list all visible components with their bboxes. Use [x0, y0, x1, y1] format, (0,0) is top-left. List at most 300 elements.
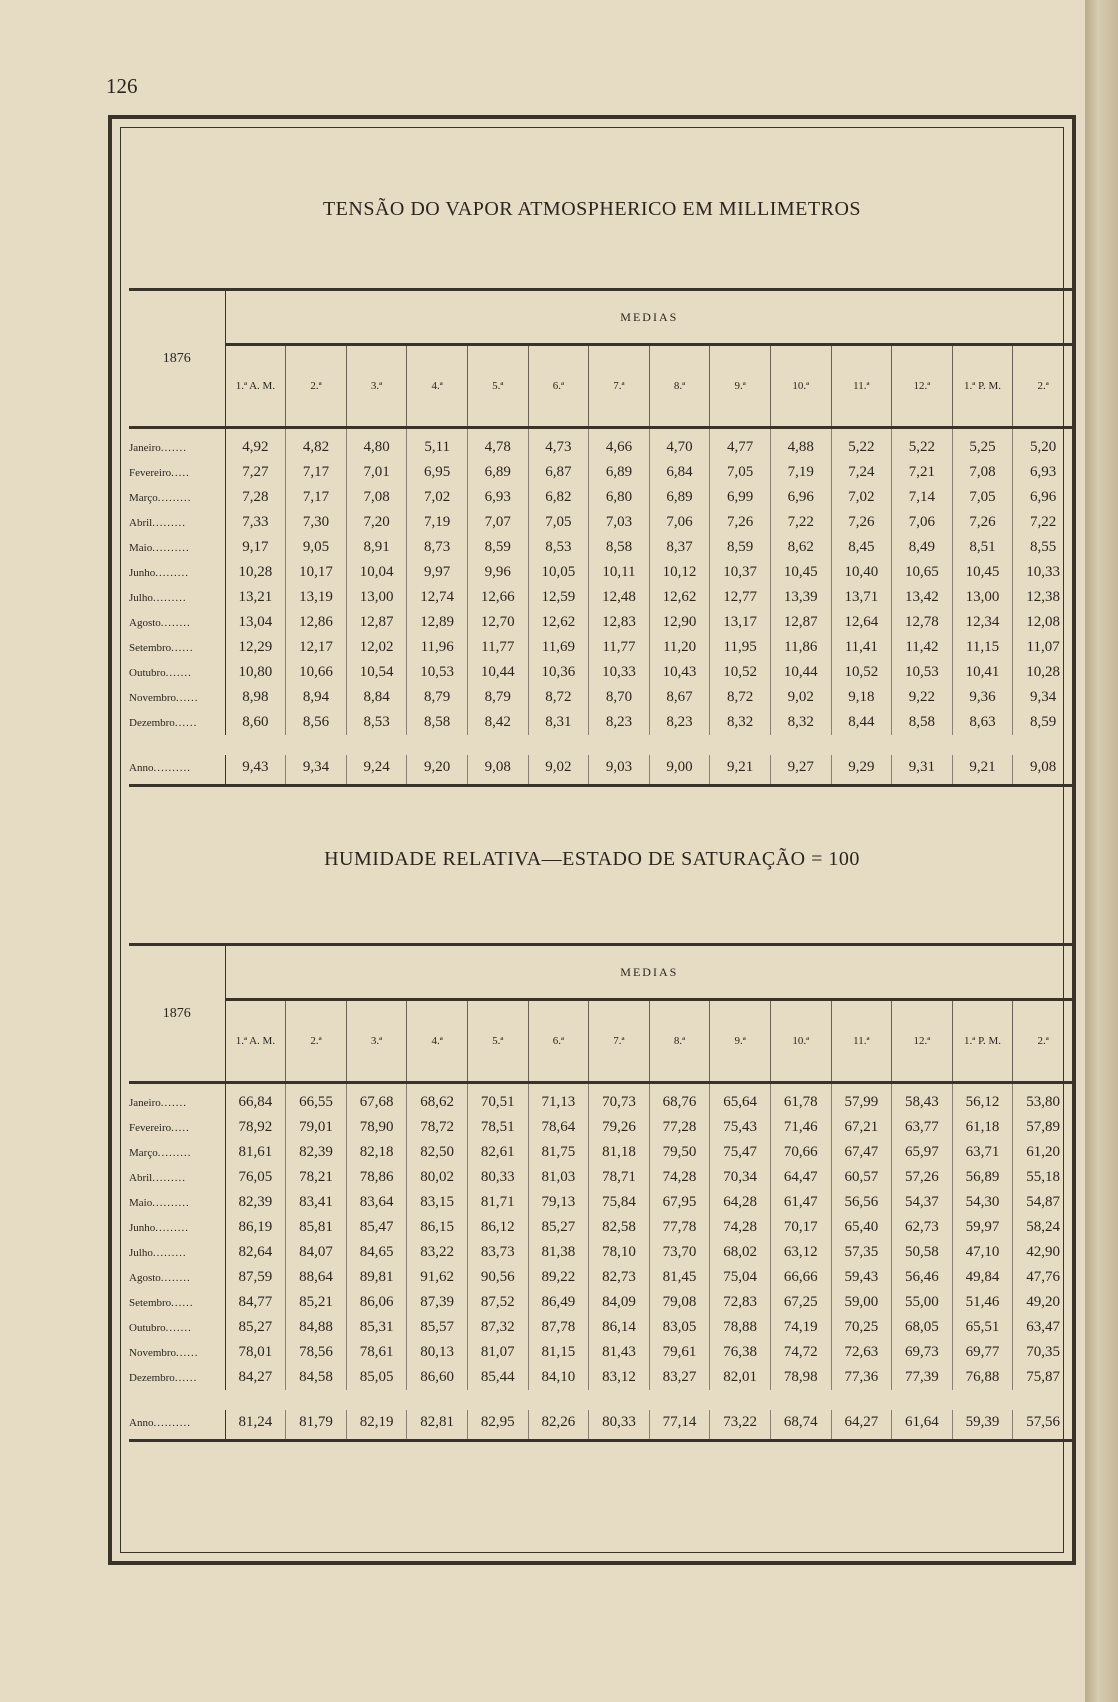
table-cell: 8,79 — [407, 685, 468, 710]
table-cell: 6,80 — [589, 485, 650, 510]
table-cell: 65,97 — [892, 1140, 953, 1165]
table-cell: 76,38 — [710, 1340, 771, 1365]
table-cell: 4,77 — [710, 428, 771, 461]
table-cell: 56,12 — [952, 1083, 1013, 1116]
table-cell: 78,90 — [346, 1115, 407, 1140]
table-cell: 10,36 — [528, 660, 589, 685]
table-cell: 12,83 — [589, 610, 650, 635]
month-name: Dezembro — [129, 1371, 175, 1384]
table-cell: 68,62 — [407, 1083, 468, 1116]
table-cell: 79,13 — [528, 1190, 589, 1215]
header-row — [129, 290, 1073, 345]
annual-cell: 59,39 — [952, 1410, 1013, 1441]
month-name: Setembro — [129, 641, 172, 654]
table-cell: 72,63 — [831, 1340, 892, 1365]
table-cell: 67,95 — [649, 1190, 710, 1215]
table-cell: 7,22 — [770, 510, 831, 535]
annual-cell: 82,19 — [346, 1410, 407, 1441]
table-cell: 6,84 — [649, 460, 710, 485]
annual-cell: 9,27 — [770, 755, 831, 786]
table-row — [129, 460, 1073, 485]
month-label — [129, 585, 225, 610]
table-cell: 7,02 — [407, 485, 468, 510]
month-label — [129, 1083, 225, 1116]
month-label — [129, 610, 225, 635]
leader-dots: ...... — [171, 641, 194, 654]
month-name: Fevereiro — [129, 1121, 172, 1134]
leader-dots: ........ — [160, 616, 191, 629]
table-cell: 10,52 — [831, 660, 892, 685]
table-cell: 9,97 — [407, 560, 468, 585]
table-cell: 55,00 — [892, 1290, 953, 1315]
table-row — [129, 485, 1073, 510]
annual-cell: 9,08 — [467, 755, 528, 786]
table-cell: 10,11 — [589, 560, 650, 585]
table-cell: 88,64 — [286, 1265, 347, 1290]
table-cell: 85,27 — [225, 1315, 286, 1340]
table-cell: 10,45 — [952, 560, 1013, 585]
table-cell: 82,50 — [407, 1140, 468, 1165]
table-cell: 70,66 — [770, 1140, 831, 1165]
table-cell: 12,70 — [467, 610, 528, 635]
table-cell: 5,22 — [892, 428, 953, 461]
month-label — [129, 1115, 225, 1140]
month-name: Abril — [129, 1171, 153, 1184]
annual-name: Anno — [129, 1416, 154, 1429]
leader-dots: ......... — [155, 1221, 190, 1234]
table-cell: 58,43 — [892, 1083, 953, 1116]
leader-dots: ...... — [176, 691, 199, 704]
page-edge — [1085, 0, 1118, 1702]
annual-cell: 9,00 — [649, 755, 710, 786]
table-cell: 86,60 — [407, 1365, 468, 1390]
table-cell: 8,94 — [286, 685, 347, 710]
table-cell: 8,53 — [528, 535, 589, 560]
table-cell: 75,47 — [710, 1140, 771, 1165]
table-cell: 7,24 — [831, 460, 892, 485]
leader-dots: ....... — [165, 1321, 192, 1334]
table-cell: 8,45 — [831, 535, 892, 560]
column-header-row — [129, 1000, 1073, 1083]
table-cell: 63,71 — [952, 1140, 1013, 1165]
table-cell: 85,21 — [286, 1290, 347, 1315]
table-cell: 12,62 — [649, 585, 710, 610]
table-cell: 79,08 — [649, 1290, 710, 1315]
table-cell: 8,32 — [710, 710, 771, 735]
table-cell: 12,48 — [589, 585, 650, 610]
table-cell: 67,25 — [770, 1290, 831, 1315]
month-name: Setembro — [129, 1296, 172, 1309]
table-cell: 8,67 — [649, 685, 710, 710]
table-cell: 8,51 — [952, 535, 1013, 560]
table-cell: 10,05 — [528, 560, 589, 585]
table-cell: 56,46 — [892, 1265, 953, 1290]
leader-dots: ...... — [174, 1371, 198, 1384]
annual-cell: 9,29 — [831, 755, 892, 786]
table-cell: 57,26 — [892, 1165, 953, 1190]
table-cell: 6,89 — [467, 460, 528, 485]
table-cell: 12,87 — [770, 610, 831, 635]
hour-column-header: 1.ª A. M. — [225, 1000, 286, 1083]
month-name: Novembro — [129, 1346, 177, 1359]
table-cell: 83,73 — [467, 1240, 528, 1265]
table-cell: 7,17 — [286, 460, 347, 485]
table-cell: 13,71 — [831, 585, 892, 610]
table-cell: 87,39 — [407, 1290, 468, 1315]
month-name: Fevereiro — [129, 466, 172, 479]
month-name: Outubro — [129, 666, 166, 679]
table-cell: 12,66 — [467, 585, 528, 610]
leader-dots: .......... — [153, 1416, 191, 1429]
table-cell: 75,84 — [589, 1190, 650, 1215]
table-cell: 69,77 — [952, 1340, 1013, 1365]
table-cell: 11,96 — [407, 635, 468, 660]
table-cell: 61,20 — [1026, 1144, 1061, 1160]
month-label — [129, 685, 225, 710]
table-cell: 7,19 — [407, 510, 468, 535]
table-cell: 12,90 — [649, 610, 710, 635]
table-cell: 84,65 — [346, 1240, 407, 1265]
month-name: Março — [129, 491, 158, 504]
table-cell: 64,47 — [770, 1165, 831, 1190]
table-cell: 77,39 — [892, 1365, 953, 1390]
month-name: Julho — [129, 1246, 153, 1259]
table-cell: 78,64 — [528, 1115, 589, 1140]
month-label — [129, 635, 225, 660]
table-cell: 87,52 — [467, 1290, 528, 1315]
table-row — [129, 428, 1073, 461]
table-cell: 9,18 — [831, 685, 892, 710]
table-cell: 85,57 — [407, 1315, 468, 1340]
hour-column-header: 5.ª — [467, 1000, 528, 1083]
table-cell: 9,36 — [952, 685, 1013, 710]
medias-header: MEDIAS — [225, 945, 1073, 1000]
table-row — [129, 1190, 1073, 1215]
table-cell: 8,55 — [1030, 539, 1057, 555]
hour-column-header: 2.ª — [1013, 1000, 1073, 1083]
table-cell: 66,84 — [225, 1083, 286, 1116]
table-cell: 9,96 — [467, 560, 528, 585]
table-cell: 8,91 — [346, 535, 407, 560]
table-cell: 7,08 — [346, 485, 407, 510]
table-cell: 8,59 — [1030, 714, 1057, 730]
annual-cell: 57,56 — [1013, 1410, 1073, 1441]
table-cell: 8,59 — [710, 535, 771, 560]
table-cell: 6,93 — [1030, 464, 1057, 480]
table-cell: 69,73 — [892, 1340, 953, 1365]
table-cell: 70,34 — [710, 1165, 771, 1190]
table-cell: 11,20 — [649, 635, 710, 660]
table-cell: 82,73 — [589, 1265, 650, 1290]
hour-column-header: 12.ª — [892, 345, 953, 428]
table-row — [129, 1365, 1073, 1390]
month-label — [129, 1265, 225, 1290]
table-cell: 8,62 — [770, 535, 831, 560]
annual-cell: 77,14 — [649, 1410, 710, 1441]
month-label — [129, 710, 225, 735]
table-cell: 78,86 — [346, 1165, 407, 1190]
table-cell: 7,27 — [225, 460, 286, 485]
table-row — [129, 510, 1073, 535]
table-cell: 6,93 — [467, 485, 528, 510]
table-cell: 10,53 — [407, 660, 468, 685]
table-cell: 57,99 — [831, 1083, 892, 1116]
table-cell: 80,13 — [407, 1340, 468, 1365]
table-cell: 61,78 — [770, 1083, 831, 1116]
table-cell: 83,15 — [407, 1190, 468, 1215]
table-cell: 9,22 — [892, 685, 953, 710]
table-cell: 77,78 — [649, 1215, 710, 1240]
annual-cell: 73,22 — [710, 1410, 771, 1441]
leader-dots: ..... — [171, 466, 190, 479]
table-row — [129, 1315, 1073, 1340]
leader-dots: ..... — [171, 1121, 190, 1134]
table-cell: 78,61 — [346, 1340, 407, 1365]
table-cell: 75,43 — [710, 1115, 771, 1140]
table-cell: 79,01 — [286, 1115, 347, 1140]
table-cell: 9,02 — [770, 685, 831, 710]
annual-label — [129, 1410, 225, 1441]
table-cell: 6,89 — [649, 485, 710, 510]
month-label — [129, 460, 225, 485]
relative-humidity-title: HUMIDADE RELATIVA—ESTADO DE SATURAÇÃO = 100 — [324, 848, 860, 870]
table-cell: 8,56 — [286, 710, 347, 735]
table-cell: 8,53 — [346, 710, 407, 735]
table-cell: 10,52 — [710, 660, 771, 685]
annual-cell: 9,34 — [286, 755, 347, 786]
table-cell: 10,53 — [892, 660, 953, 685]
table-cell: 12,62 — [528, 610, 589, 635]
column-header-row — [129, 345, 1073, 428]
annual-cell: 61,64 — [892, 1410, 953, 1441]
table-cell: 80,02 — [407, 1165, 468, 1190]
table-cell: 11,15 — [952, 635, 1013, 660]
table-cell: 74,28 — [649, 1165, 710, 1190]
table-cell: 86,06 — [346, 1290, 407, 1315]
table-frame-inner — [120, 127, 1064, 1553]
table-cell: 60,57 — [831, 1165, 892, 1190]
table-cell: 83,27 — [649, 1365, 710, 1390]
table-cell: 81,75 — [528, 1140, 589, 1165]
table-cell: 9,05 — [286, 535, 347, 560]
month-name: Julho — [129, 591, 153, 604]
table-cell: 78,01 — [225, 1340, 286, 1365]
table-cell: 76,05 — [225, 1165, 286, 1190]
table-cell: 78,10 — [589, 1240, 650, 1265]
table-row — [129, 1290, 1073, 1315]
table-cell: 10,04 — [346, 560, 407, 585]
table-cell: 68,05 — [892, 1315, 953, 1340]
month-name: Janeiro — [129, 1096, 161, 1109]
table-cell: 81,43 — [589, 1340, 650, 1365]
table-cell: 53,80 — [1026, 1094, 1061, 1110]
table-cell: 5,22 — [831, 428, 892, 461]
table-cell: 8,23 — [589, 710, 650, 735]
table-cell: 8,98 — [225, 685, 286, 710]
annual-cell: 9,03 — [589, 755, 650, 786]
table-cell: 12,77 — [710, 585, 771, 610]
hour-column-header: 8.ª — [649, 345, 710, 428]
annual-cell: 9,20 — [407, 755, 468, 786]
annual-cell: 9,21 — [952, 755, 1013, 786]
table-cell: 83,64 — [346, 1190, 407, 1215]
table-cell: 81,45 — [649, 1265, 710, 1290]
month-label — [129, 560, 225, 585]
table-cell: 82,64 — [225, 1240, 286, 1265]
table-cell: 7,26 — [831, 510, 892, 535]
month-label — [129, 1190, 225, 1215]
table-cell: 4,92 — [225, 428, 286, 461]
table-cell: 12,59 — [528, 585, 589, 610]
table-cell: 83,05 — [649, 1315, 710, 1340]
hour-column-header: 9.ª — [710, 345, 771, 428]
month-name: Junho — [129, 1221, 156, 1234]
month-name: Janeiro — [129, 441, 161, 454]
table-cell: 13,00 — [346, 585, 407, 610]
annual-cell: 9,31 — [892, 755, 953, 786]
page-number: 126 — [106, 74, 138, 98]
table-cell: 75,04 — [710, 1265, 771, 1290]
table-cell: 74,28 — [710, 1215, 771, 1240]
table-cell: 12,74 — [407, 585, 468, 610]
table-cell: 7,26 — [710, 510, 771, 535]
table-cell: 7,05 — [710, 460, 771, 485]
hour-column-header: 11.ª — [831, 345, 892, 428]
table-cell: 13,00 — [952, 585, 1013, 610]
table-cell: 8,73 — [407, 535, 468, 560]
table-cell: 63,77 — [892, 1115, 953, 1140]
hour-column-header: 2.ª — [1013, 345, 1073, 428]
vapor-tension-title: TENSÃO DO VAPOR ATMOSPHERICO EM MILLIMETROS — [322, 198, 862, 220]
table-cell: 7,22 — [1030, 514, 1057, 530]
table-row — [129, 685, 1073, 710]
table-cell: 11,95 — [710, 635, 771, 660]
table-cell: 7,14 — [892, 485, 953, 510]
annual-cell: 81,24 — [225, 1410, 286, 1441]
table-cell: 84,58 — [286, 1365, 347, 1390]
table-cell: 82,58 — [589, 1215, 650, 1240]
month-name: Maio — [129, 1196, 153, 1209]
table-cell: 13,42 — [892, 585, 953, 610]
table-cell: 7,28 — [225, 485, 286, 510]
table-cell: 82,39 — [286, 1140, 347, 1165]
table-cell: 4,66 — [589, 428, 650, 461]
annual-cell: 9,08 — [1013, 755, 1073, 786]
table-cell: 4,73 — [528, 428, 589, 461]
hour-column-header: 6.ª — [528, 345, 589, 428]
month-label — [129, 1165, 225, 1190]
table-cell: 75,87 — [1026, 1369, 1061, 1385]
table-cell: 59,43 — [831, 1265, 892, 1290]
spacer-row — [129, 735, 1073, 755]
table-cell: 87,59 — [225, 1265, 286, 1290]
table-cell: 7,05 — [528, 510, 589, 535]
month-name: Agosto — [129, 616, 161, 629]
table-cell: 11,07 — [1026, 639, 1060, 655]
table-cell: 67,68 — [346, 1083, 407, 1116]
table-cell: 5,25 — [952, 428, 1013, 461]
table-cell: 76,88 — [952, 1365, 1013, 1390]
table-cell: 4,88 — [770, 428, 831, 461]
annual-row — [129, 755, 1073, 786]
table-cell: 78,72 — [407, 1115, 468, 1140]
table-cell: 56,89 — [952, 1165, 1013, 1190]
table-cell: 8,79 — [467, 685, 528, 710]
leader-dots: ......... — [152, 1171, 186, 1184]
table-cell: 49,84 — [952, 1265, 1013, 1290]
table-cell: 65,51 — [952, 1315, 1013, 1340]
table-cell: 86,15 — [407, 1215, 468, 1240]
leader-dots: ...... — [176, 1346, 199, 1359]
hour-column-header: 1.ª A. M. — [225, 345, 286, 428]
table-cell: 5,11 — [407, 428, 468, 461]
annual-cell: 82,95 — [467, 1410, 528, 1441]
table-cell: 71,46 — [770, 1115, 831, 1140]
table-cell: 63,47 — [1026, 1319, 1061, 1335]
month-label — [129, 485, 225, 510]
month-label — [129, 535, 225, 560]
table-cell: 13,17 — [710, 610, 771, 635]
table-cell: 81,15 — [528, 1340, 589, 1365]
table-row — [129, 1340, 1073, 1365]
table-cell: 12,78 — [892, 610, 953, 635]
table-cell: 13,19 — [286, 585, 347, 610]
table-row — [129, 1140, 1073, 1165]
table-cell: 81,71 — [467, 1190, 528, 1215]
table-cell: 70,35 — [1026, 1344, 1061, 1360]
table-cell: 13,21 — [225, 585, 286, 610]
month-name: Abril — [129, 516, 153, 529]
table-cell: 66,66 — [770, 1265, 831, 1290]
table-cell: 8,58 — [407, 710, 468, 735]
leader-dots: ......... — [152, 516, 186, 529]
table-cell: 47,10 — [952, 1240, 1013, 1265]
month-name: Outubro — [129, 1321, 166, 1334]
table-row — [129, 585, 1073, 610]
table-cell: 78,98 — [770, 1365, 831, 1390]
annual-cell: 9,43 — [225, 755, 286, 786]
table-cell: 56,56 — [831, 1190, 892, 1215]
table-cell: 10,33 — [1026, 564, 1061, 580]
hour-column-header: 8.ª — [649, 1000, 710, 1083]
table-cell: 5,20 — [1030, 439, 1057, 455]
table-cell: 8,84 — [346, 685, 407, 710]
table-cell: 78,92 — [225, 1115, 286, 1140]
table-cell: 11,42 — [892, 635, 953, 660]
table-cell: 7,07 — [467, 510, 528, 535]
table-cell: 12,08 — [1026, 614, 1061, 630]
hour-column-header: 3.ª — [346, 1000, 407, 1083]
annual-cell: 82,26 — [528, 1410, 589, 1441]
table-cell: 79,50 — [649, 1140, 710, 1165]
leader-dots: ...... — [174, 716, 198, 729]
table-cell: 10,41 — [952, 660, 1013, 685]
hour-column-header: 1.ª P. M. — [952, 1000, 1013, 1083]
leader-dots: ....... — [160, 441, 188, 454]
table-cell: 10,28 — [225, 560, 286, 585]
table-cell: 12,34 — [952, 610, 1013, 635]
month-label — [129, 1290, 225, 1315]
table-cell: 12,29 — [225, 635, 286, 660]
table-cell: 9,34 — [1030, 689, 1057, 705]
table-cell: 73,70 — [649, 1240, 710, 1265]
table-cell: 84,27 — [225, 1365, 286, 1390]
table-cell: 65,64 — [710, 1083, 771, 1116]
table-cell: 7,08 — [952, 460, 1013, 485]
table-cell: 85,44 — [467, 1365, 528, 1390]
annual-cell: 64,27 — [831, 1410, 892, 1441]
month-name: Agosto — [129, 1271, 161, 1284]
